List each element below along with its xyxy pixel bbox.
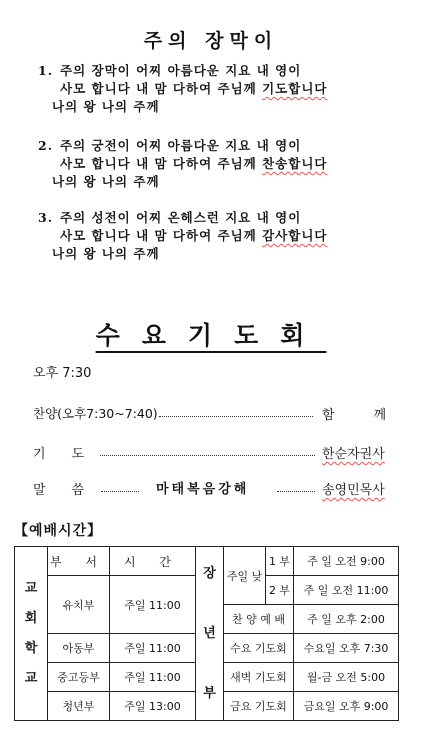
service-time-cell: 금요일 오후 9:00 xyxy=(294,692,399,721)
sermon-title: 마태복음강해 xyxy=(156,482,250,497)
time-cell: 주일 13:00 xyxy=(110,692,196,721)
verse-emphasis: 감사합니다 xyxy=(262,228,328,243)
church-school-label: 교 회 학 교 xyxy=(15,547,48,721)
sunday-daytime-label: 주일 낮 xyxy=(224,547,266,605)
dept-cell: 아동부 xyxy=(48,634,110,663)
verse-line: 사모 합니다 내 맘 다하여 주님께 xyxy=(60,228,263,243)
service-title: 수요기도회 xyxy=(95,321,327,350)
dept-cell: 청년부 xyxy=(48,692,110,721)
dot-leader xyxy=(159,416,313,417)
praise-label: 찬양(오후7:30~7:40) xyxy=(33,406,158,421)
hymn-title: 주의 장막이 xyxy=(143,30,279,52)
service-name-cell: 수요 기도회 xyxy=(224,634,294,663)
verse-number: 1. xyxy=(38,63,54,78)
verse-3 xyxy=(38,209,327,263)
verse-number: 2. xyxy=(38,138,54,153)
service-time-cell: 수요일 오후 7:30 xyxy=(294,634,399,663)
sermon-value: 송영민목사 xyxy=(322,483,385,498)
prayer-label: 기 도 xyxy=(33,447,85,462)
verse-line: 사모 합니다 내 맘 다하여 주님께 xyxy=(60,156,263,171)
service-time-cell: 월-금 오전 5:00 xyxy=(294,663,399,692)
dot-leader xyxy=(101,491,139,492)
praise-value: 함 께 xyxy=(322,408,387,423)
verse-line: 사모 합니다 내 맘 다하여 주님께 xyxy=(60,81,263,96)
schedule-heading: 【예배시간】 xyxy=(14,523,103,539)
verse-2 xyxy=(38,137,327,191)
service-time: 오후 7:30 xyxy=(33,366,92,381)
col-dept-header: 부 서 xyxy=(48,547,110,576)
verse-line: 주의 궁전이 어찌 아름다운 지요 내 영이 xyxy=(60,138,302,153)
verse-emphasis: 찬송합니다 xyxy=(262,156,328,171)
verse-1 xyxy=(38,62,327,116)
sermon-label: 말 씀 xyxy=(33,483,85,498)
schedule-table xyxy=(14,546,399,721)
service-time-cell: 주 일 오후 2:00 xyxy=(294,605,399,634)
part-label: 2 부 xyxy=(266,576,294,605)
service-time-cell: 주 일 오전 9:00 xyxy=(294,547,399,576)
dept-cell: 중고등부 xyxy=(48,663,110,692)
prayer-value: 한순자권사 xyxy=(322,447,385,462)
verse-emphasis: 기도합니다 xyxy=(262,81,328,96)
col-time-header: 시 간 xyxy=(110,547,196,576)
verse-line: 주의 장막이 어찌 아름다운 지요 내 영이 xyxy=(60,63,302,78)
time-cell: 주일 11:00 xyxy=(110,663,196,692)
verse-number: 3. xyxy=(38,210,54,225)
verse-line: 나의 왕 나의 주께 xyxy=(52,99,160,114)
service-name-cell: 찬 양 예 배 xyxy=(224,605,294,634)
part-label: 1 부 xyxy=(266,547,294,576)
service-name-cell: 금요 기도회 xyxy=(224,692,294,721)
service-name-cell: 새벽 기도회 xyxy=(224,663,294,692)
verse-line: 나의 왕 나의 주께 xyxy=(52,246,160,261)
time-cell: 주일 11:00 xyxy=(110,576,196,634)
service-time-cell: 주 일 오전 11:00 xyxy=(294,576,399,605)
adult-dept-label: 장 년 부 xyxy=(196,547,224,721)
dot-leader xyxy=(100,455,315,456)
verse-line: 나의 왕 나의 주께 xyxy=(52,174,160,189)
dept-cell: 유치부 xyxy=(48,576,110,634)
verse-line: 주의 성전이 어찌 온헤스런 지요 내 영이 xyxy=(60,210,302,225)
time-cell: 주일 11:00 xyxy=(110,634,196,663)
dot-leader xyxy=(277,491,315,492)
